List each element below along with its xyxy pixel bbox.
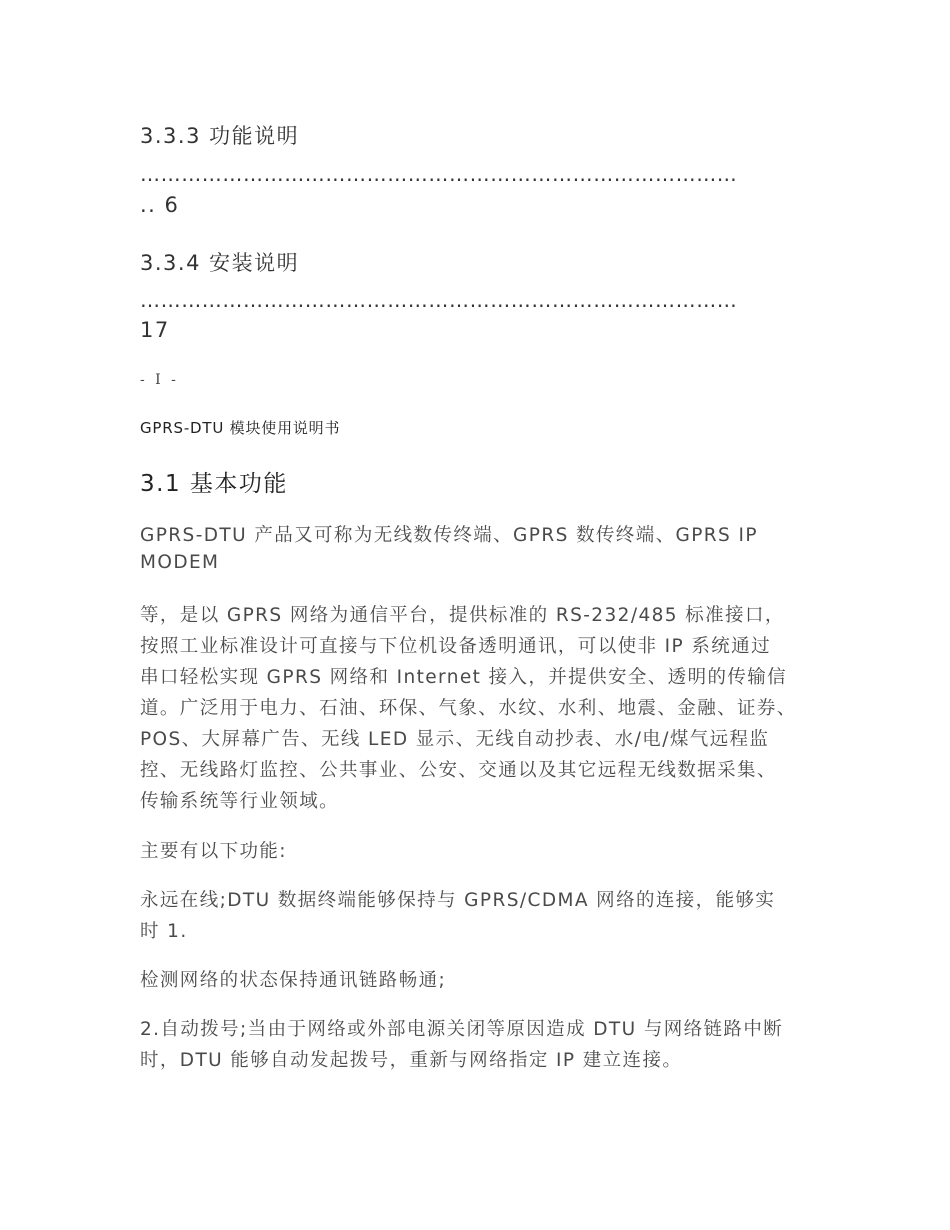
- body-line: POS、大屏幕广告、无线 LED 显示、无线自动抄表、水/电/煤气远程监: [140, 729, 770, 750]
- toc-leader-dots-tail: ..: [140, 193, 165, 217]
- body-line: 传输系统等行业领域。: [140, 791, 340, 812]
- body-line: 时，DTU 能够自动发起拨号，重新与网络指定 IP 建立连接。: [140, 1050, 683, 1071]
- body-line: 道。广泛用于电力、石油、环保、气象、水纹、水利、地震、金融、证券、: [140, 698, 797, 719]
- toc-page-number-value: 6: [164, 193, 180, 217]
- body-line: 2.自动拨号;当由于网络或外部电源关闭等原因造成 DTU 与网络链路中断: [140, 1019, 784, 1040]
- toc-leader-dots: ……………………………………………………………………………: [140, 162, 738, 186]
- body-line: 等，是以 GPRS 网络为通信平台，提供标准的 RS-232/485 标准接口，: [140, 605, 785, 626]
- body-line: GPRS-DTU 产品又可称为无线数传终端、GPRS 数传终端、GPRS IP: [140, 525, 758, 546]
- toc-leader-dots: ……………………………………………………………………………: [140, 288, 738, 312]
- toc-entry-title: 3.3.3 功能说明: [140, 124, 300, 148]
- toc-page-number: [140, 193, 179, 217]
- page-number-marker: - I -: [140, 372, 179, 388]
- body-line: 永远在线;DTU 数据终端能够保持与 GPRS/CDMA 网络的连接，能够实: [140, 890, 776, 911]
- toc-entry-title: 3.3.4 安装说明: [140, 251, 300, 275]
- body-line: MODEM: [140, 552, 220, 573]
- running-header: GPRS-DTU 模块使用说明书: [140, 419, 341, 437]
- toc-page-number: 17: [140, 318, 170, 342]
- body-line: 检测网络的状态保持通讯链路畅通;: [140, 970, 447, 991]
- section-title: 3.1 基本功能: [140, 471, 288, 497]
- body-line: 主要有以下功能:: [140, 841, 287, 862]
- body-line: 串口轻松实现 GPRS 网络和 Internet 接入，并提供安全、透明的传输信: [140, 667, 788, 688]
- body-line: 控、无线路灯监控、公共事业、公安、交通以及其它远程无线数据采集、: [140, 760, 777, 781]
- body-line: 按照工业标准设计可直接与下位机设备透明通讯，可以使非 IP 系统通过: [140, 636, 771, 657]
- body-line: 时 1.: [140, 921, 188, 942]
